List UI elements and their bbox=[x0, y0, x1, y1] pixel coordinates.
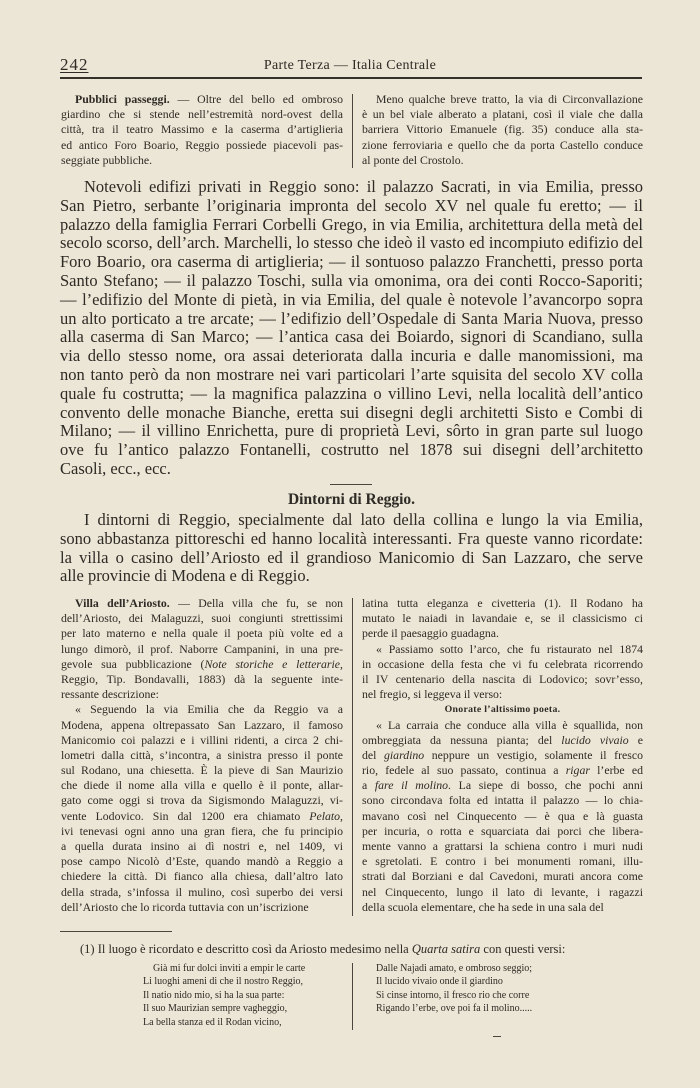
italic-text: Pelato bbox=[309, 808, 341, 823]
text-run: sono abbastanza pittoreschi ed hanno località interessanti. Fra queste vanno ricordate: bbox=[60, 528, 643, 548]
text-run: Meno qualche breve tratto, la via di Circonvallazione bbox=[376, 92, 643, 106]
line-content bbox=[362, 824, 643, 839]
verse-line: Il lucido vivaio onde il giardino bbox=[376, 976, 503, 988]
text-line bbox=[362, 626, 643, 641]
text-line bbox=[61, 900, 343, 915]
text-run: ed antico Foro Boario, Reggio possiede piacevoli pas- bbox=[61, 137, 343, 152]
section-separator bbox=[330, 484, 372, 485]
text-line bbox=[61, 718, 343, 733]
text-line bbox=[61, 885, 343, 900]
text-run: ivi tenevasi ogni anno una gran fiera, che fu principio bbox=[61, 823, 343, 838]
line-content bbox=[376, 92, 643, 107]
line-content bbox=[362, 748, 643, 763]
text-run: gato come oggi si trova da Sigismondo Malaguzzi, vi- bbox=[61, 793, 343, 808]
line-content bbox=[60, 347, 643, 366]
text-line bbox=[60, 404, 643, 423]
text-run: dell’Ariosto, dei Malaguzzi, suoi congiunti strettissimi bbox=[61, 611, 343, 626]
text-line bbox=[60, 234, 643, 253]
line-content bbox=[362, 626, 499, 641]
text-line bbox=[362, 672, 643, 687]
line-content bbox=[61, 900, 309, 915]
line-content bbox=[362, 596, 643, 611]
text-line bbox=[362, 642, 643, 657]
paragraph-carraia bbox=[362, 718, 643, 915]
text-line bbox=[61, 92, 343, 107]
line-content bbox=[61, 733, 343, 748]
text-run: è un bel viale alberato a platani, così il viale che dalla bbox=[362, 107, 643, 122]
inscription-verse: Onorate l’altissimo poeta. bbox=[444, 704, 561, 716]
running-header-title: Parte Terza — Italia Centrale bbox=[263, 58, 437, 73]
line-content bbox=[362, 657, 643, 672]
text-line bbox=[61, 778, 343, 793]
verses-left bbox=[143, 962, 343, 1029]
text-run: zione ferroviaria e quello che da porta Castello conduce bbox=[362, 137, 643, 152]
text-line bbox=[362, 122, 643, 137]
text-run: Manicomio coi palazzi e i villini ridenti, a circa 2 chi- bbox=[61, 732, 343, 747]
text-run: I dintorni di Reggio, specialmente dal lato della collina e lungo la via Emilia, bbox=[84, 510, 643, 529]
line-content bbox=[60, 460, 171, 479]
text-line bbox=[60, 310, 643, 329]
text-run: vente Lodovico. Sin dal 1200 era chiamato bbox=[61, 808, 310, 823]
line-content bbox=[60, 549, 643, 568]
text-line bbox=[61, 763, 343, 778]
text-run: San Pietro, serbante l’originaria impronta del secolo XV nel quale fu eretto; — il bbox=[60, 195, 643, 215]
verse-line: Il suo Maurizian sempre vagheggio, bbox=[143, 1003, 288, 1015]
text-line bbox=[61, 672, 343, 687]
text-run: , bbox=[340, 808, 343, 823]
line-content bbox=[362, 687, 502, 702]
text-run: ombreggiata da nessuna pianta; del bbox=[362, 732, 562, 747]
run-in-heading: Villa dell’Ariosto. bbox=[75, 596, 170, 610]
text-run: quale fu costrutta; — la magnifica palazzina o villino Levi, nella località dell’antico bbox=[60, 383, 643, 403]
text-line bbox=[61, 748, 343, 763]
line-content bbox=[61, 778, 343, 793]
verse-line: Li luoghi ameni di che il nostro Reggio, bbox=[143, 976, 303, 988]
line-content bbox=[61, 642, 343, 657]
line-content bbox=[61, 763, 343, 778]
line-content bbox=[60, 328, 643, 347]
text-line bbox=[60, 422, 643, 441]
text-run: un alto porticato a tre arcate; — l’edifizio dell’Ospedale di Santa Maria Nuova, presso bbox=[60, 308, 643, 328]
text-run: convento delle monache Bianche, eretta sui disegni degli architetti Sisto e Combi di bbox=[60, 402, 643, 422]
text-line bbox=[362, 92, 643, 107]
text-run: della scuola elementare, che ha sede in una sala del bbox=[362, 899, 604, 914]
verse-line: Si cinse intorno, il fresco rio che corre bbox=[376, 989, 530, 1001]
line-content bbox=[60, 197, 643, 216]
line-content bbox=[362, 839, 643, 854]
line-content bbox=[376, 642, 643, 657]
text-line bbox=[61, 687, 343, 702]
text-line bbox=[362, 869, 643, 884]
text-run: e bbox=[628, 732, 643, 747]
text-line bbox=[61, 107, 343, 122]
line-content bbox=[362, 672, 643, 687]
text-line bbox=[362, 763, 643, 778]
text-run: dell’Ariosto che lo ricorda tuttavia con un’iscrizione bbox=[61, 899, 309, 914]
text-line bbox=[61, 854, 343, 869]
line-content bbox=[61, 687, 159, 702]
text-line bbox=[60, 549, 643, 568]
text-run: e sgretolati. E contro i bei monumenti romani, illu- bbox=[362, 854, 643, 869]
text-run: — l’edifizio del Monte di pietà, in via Emilia, del quale è notevole l’avancorpo sopra bbox=[60, 289, 643, 309]
text-run: . La siepe di bosso, che pochi anni bbox=[448, 778, 644, 793]
italic-text: Note storiche e letterarie bbox=[204, 656, 341, 671]
text-line bbox=[362, 778, 643, 793]
line-content bbox=[60, 530, 643, 549]
text-line bbox=[60, 291, 643, 310]
text-run: ove fu l’antico palazzo Fontanelli, costrutto nel 1878 sui disegni dell’architetto bbox=[60, 440, 643, 460]
text-run: Modena, appena oltrepassato San Lazzaro, il famoso bbox=[61, 717, 343, 732]
text-line bbox=[61, 596, 343, 611]
text-line bbox=[61, 793, 343, 808]
text-run: sul Rodano, una chiesetta. È la pieve di San Maurizio bbox=[61, 763, 343, 778]
text-line bbox=[61, 869, 343, 884]
line-content bbox=[60, 441, 643, 460]
line-content bbox=[84, 511, 643, 530]
text-run: sono circondava folta ed intatta il palazzo — lo chia- bbox=[362, 793, 643, 808]
text-line bbox=[60, 460, 643, 479]
text-line bbox=[362, 596, 643, 611]
text-line bbox=[362, 153, 643, 168]
line-content bbox=[362, 611, 643, 626]
text-line bbox=[60, 530, 643, 549]
top-left-column bbox=[61, 92, 343, 168]
line-content bbox=[362, 854, 643, 869]
line-content bbox=[61, 657, 343, 672]
text-line bbox=[61, 657, 343, 672]
text-run: , bbox=[340, 656, 343, 671]
verse-divider bbox=[352, 963, 353, 1030]
text-line bbox=[61, 839, 343, 854]
run-in-heading: Pubblici passeggi. bbox=[75, 92, 170, 106]
line-content bbox=[60, 422, 643, 441]
line-content bbox=[61, 153, 152, 168]
text-run: ressante descrizione: bbox=[61, 687, 159, 702]
column-divider bbox=[352, 94, 353, 168]
line-content bbox=[61, 122, 343, 137]
line-content bbox=[61, 809, 343, 824]
text-run: nel fregio, si leggeva il verso: bbox=[362, 687, 503, 702]
line-content bbox=[60, 291, 643, 310]
text-run: lungo dimorò, il prof. Naborre Campanini, in una pre- bbox=[61, 641, 343, 656]
text-line bbox=[60, 441, 643, 460]
text-run: barriera Vittorio Emanuele (fig. 35) conduce alla sta- bbox=[362, 122, 643, 137]
italic-text: lucido vivaio bbox=[561, 732, 629, 747]
text-run: il IV centenario della nascita di Lodovico; sovr’esso, bbox=[362, 671, 643, 686]
right-column bbox=[362, 596, 643, 915]
text-line bbox=[362, 107, 643, 122]
text-line bbox=[60, 197, 643, 216]
text-line bbox=[362, 854, 643, 869]
text-run: chiedere la città. Di fianco alla chiesa, dall’altro lato bbox=[61, 869, 343, 884]
text-run: l’erbe ed bbox=[589, 763, 643, 778]
text-line bbox=[60, 385, 643, 404]
line-content bbox=[362, 869, 643, 884]
section-intro bbox=[60, 511, 643, 586]
text-run: perde il paesaggio guadagna. bbox=[362, 626, 499, 641]
text-line bbox=[362, 611, 643, 626]
text-line bbox=[60, 253, 643, 272]
line-content bbox=[376, 718, 643, 733]
text-run: latina tutta eleganza e civetteria (1). Il Rodano ha bbox=[362, 596, 643, 610]
text-line bbox=[362, 824, 643, 839]
text-run: Notevoli edifizi privati in Reggio sono: il palazzo Sacrati, in via Emilia, presso bbox=[84, 177, 643, 196]
text-line bbox=[362, 809, 643, 824]
text-run: giardino che si stende nell’estremità nord-ovest della bbox=[61, 107, 343, 122]
text-line bbox=[61, 153, 343, 168]
line-content bbox=[61, 885, 343, 900]
text-line bbox=[362, 885, 643, 900]
left-column bbox=[61, 596, 343, 915]
footnote-rule bbox=[60, 931, 172, 932]
text-run: « Seguendo la via Emilia che da Reggio va a bbox=[75, 702, 343, 717]
text-run: Milano; — il villino Enrichetta, pure di proprietà Levi, sôrto in gran parte sul luogo bbox=[60, 421, 643, 441]
line-content bbox=[61, 869, 343, 884]
line-content bbox=[60, 234, 643, 253]
text-line bbox=[362, 718, 643, 733]
text-run: al ponte del Crostolo. bbox=[362, 152, 464, 167]
text-run: strati dal Borziani e dal Cavedoni, murati ancora come bbox=[362, 869, 643, 884]
text-line bbox=[362, 748, 643, 763]
text-line bbox=[61, 824, 343, 839]
line-content bbox=[362, 900, 604, 915]
text-run: Foro Boario, ora caserma di artiglieria; — il sontuoso palazzo Franchetti, presso porta bbox=[60, 252, 643, 272]
top-right-column bbox=[362, 92, 643, 168]
text-run: rio, fedele al suo passato, continua a bbox=[362, 763, 566, 778]
text-run: per incuria, o rotta e squarciata dai porci che libera- bbox=[362, 823, 643, 838]
column-divider bbox=[352, 598, 353, 916]
text-line bbox=[362, 900, 643, 915]
verse-line: Il natio nido mio, si ha la sua parte: bbox=[143, 989, 285, 1001]
text-run: a bbox=[362, 778, 375, 793]
text-line bbox=[61, 809, 343, 824]
text-run: a quella durata insino ai dì nostri e, nel 1409, vi bbox=[61, 839, 343, 853]
text-run: alla caserma di San Marco; — l’antica casa dei Boiardo, signori di Scandiano, sulla bbox=[60, 327, 643, 347]
text-run: mente vanno a grattarsi la schiena contro i muri nudi bbox=[362, 839, 643, 853]
line-content bbox=[75, 92, 343, 107]
line-content bbox=[60, 385, 643, 404]
text-run: in occasione della festa che vi fu celebrata ricorrendo bbox=[362, 656, 643, 671]
text-line bbox=[362, 657, 643, 672]
footnote-text bbox=[80, 942, 565, 957]
text-run: Reggio, Tip. Bondavalli, 1883) dà la seguente inte- bbox=[61, 671, 343, 686]
line-content bbox=[75, 596, 343, 611]
text-line bbox=[362, 733, 643, 748]
text-run: della strada, s’infossa il mulino, così superbo dei versi bbox=[61, 884, 343, 899]
verse-end-dash bbox=[493, 1036, 501, 1037]
verses-right bbox=[376, 962, 576, 1016]
text-line bbox=[362, 839, 643, 854]
line-content bbox=[362, 793, 643, 808]
text-line bbox=[61, 626, 343, 641]
line-content bbox=[61, 138, 343, 153]
line-content bbox=[84, 178, 643, 197]
text-line bbox=[362, 793, 643, 808]
text-run: mavano così nel Cinquecento — è qua e là guasta bbox=[362, 808, 643, 823]
body-text bbox=[60, 178, 643, 479]
line-content bbox=[60, 216, 643, 235]
line-content bbox=[61, 611, 343, 626]
line-content bbox=[362, 885, 643, 900]
text-run: — Oltre del bello ed ombroso bbox=[169, 92, 343, 106]
line-content bbox=[61, 718, 343, 733]
text-run: « La carraia che conduce alla villa è squallida, non bbox=[376, 717, 643, 732]
text-run: seggiate pubbliche. bbox=[61, 152, 153, 167]
text-run: Casoli, ecc., ecc. bbox=[60, 458, 171, 478]
line-content bbox=[362, 733, 643, 748]
verse-line: Rigando l’erbe, ove poi fa il molino..... bbox=[376, 1003, 533, 1015]
text-line bbox=[362, 138, 643, 153]
text-line bbox=[61, 138, 343, 153]
line-content bbox=[60, 253, 643, 272]
text-run: lometri dalla città, s’incontra, a sinistra presso il ponte bbox=[61, 747, 343, 762]
text-run: secolo scorso, dell’arch. Marchelli, lo stesso che ideò il vasto ed incompiuto edifizio del bbox=[60, 233, 643, 253]
text-line bbox=[61, 642, 343, 657]
line-content bbox=[61, 748, 343, 763]
continuation-text bbox=[362, 596, 643, 642]
verse-line: La bella stanza ed il Rodan vicino, bbox=[143, 1016, 282, 1028]
line-content bbox=[60, 272, 643, 291]
text-line bbox=[61, 122, 343, 137]
verse-line: Dalle Najadi amato, e ombroso seggio; bbox=[376, 963, 533, 974]
text-run: gevole sua pubblicazione ( bbox=[61, 656, 205, 671]
text-line bbox=[362, 687, 643, 702]
text-line bbox=[60, 272, 643, 291]
line-content bbox=[61, 107, 343, 122]
line-content bbox=[362, 107, 643, 122]
line-content bbox=[60, 310, 643, 329]
line-content bbox=[61, 626, 343, 641]
text-run: la villa o casino dell’Ariosto ed il grandioso Manicomio di San Lazzaro, che serve bbox=[60, 547, 643, 567]
text-line bbox=[60, 178, 643, 197]
text-run: città, tra il teatro Massimo e la caserma d’artiglieria bbox=[61, 122, 343, 137]
text-run: che diede il nome alla villa e quello è il ponte, allar- bbox=[61, 778, 343, 793]
line-content bbox=[362, 778, 643, 793]
line-content bbox=[61, 793, 343, 808]
text-line bbox=[60, 567, 643, 586]
page-number: 242 bbox=[60, 55, 89, 74]
italic-text: Quarta satira bbox=[411, 942, 481, 956]
text-run: — Della villa che fu, se non bbox=[169, 596, 344, 610]
text-run: mutato le naiadi in lavandaie e, se il classicismo ci bbox=[362, 611, 643, 626]
line-content bbox=[61, 839, 343, 854]
section-heading: Dintorni di Reggio. bbox=[287, 491, 416, 508]
text-run: « Passiamo sotto l’arco, che fu ristaurato nel 1874 bbox=[376, 641, 643, 656]
text-run: palazzo della famiglia Ferrari Corbelli Grego, in via Emilia, architettura della metà del bbox=[60, 214, 643, 234]
line-content bbox=[362, 138, 643, 153]
line-content bbox=[60, 404, 643, 423]
text-run: del bbox=[362, 747, 384, 762]
text-run: via dello stesso nome, ora assai deteriorata dalla incuria e dalle manomissioni, ma bbox=[60, 346, 643, 366]
text-line bbox=[61, 702, 343, 717]
text-run: neppure un vestigio, solamente il fresco bbox=[424, 747, 643, 762]
line-content bbox=[362, 122, 643, 137]
line-content bbox=[75, 702, 343, 717]
header-rule bbox=[60, 77, 642, 79]
text-line bbox=[60, 347, 643, 366]
line-content bbox=[61, 854, 343, 869]
text-run: (1) Il luogo è ricordato e descritto così da Ariosto medesimo nella bbox=[80, 942, 412, 956]
italic-text: rigar bbox=[565, 763, 590, 778]
text-line bbox=[61, 733, 343, 748]
text-line bbox=[60, 511, 643, 530]
line-content bbox=[61, 824, 343, 839]
line-content bbox=[362, 809, 643, 824]
italic-text: fare il molino bbox=[374, 778, 449, 793]
text-line bbox=[61, 611, 343, 626]
paragraph-arco bbox=[362, 642, 643, 703]
text-run: Santo Stefano; — il palazzo Toschi, sulla via omonima, ora dei conti Rocco-Saporiti; bbox=[60, 270, 643, 290]
line-content bbox=[61, 672, 343, 687]
text-run: con questi versi: bbox=[480, 942, 566, 956]
line-content bbox=[60, 567, 310, 586]
text-line bbox=[60, 328, 643, 347]
italic-text: giardino bbox=[384, 747, 425, 762]
text-line bbox=[60, 366, 643, 385]
text-run: nel Cinquecento, lungo il lato di levante, i ragazzi bbox=[362, 884, 643, 899]
verse-line: Già mi fur dolci inviti a empir le carte bbox=[153, 963, 306, 974]
text-line bbox=[60, 216, 643, 235]
text-run: pose campo Nicolò d’Este, quando mandò a Reggio a bbox=[61, 854, 343, 869]
text-run: alle provincie di Modena e di Reggio. bbox=[60, 566, 310, 586]
text-run: per lato materno e nella quale il poeta più volte ed a bbox=[61, 626, 343, 641]
text-run: non tanto però da non mostrare nei vari particolari l’arte squisita del secolo XV colla bbox=[60, 364, 643, 384]
line-content bbox=[362, 153, 464, 168]
line-content bbox=[60, 366, 643, 385]
line-content bbox=[362, 763, 643, 778]
